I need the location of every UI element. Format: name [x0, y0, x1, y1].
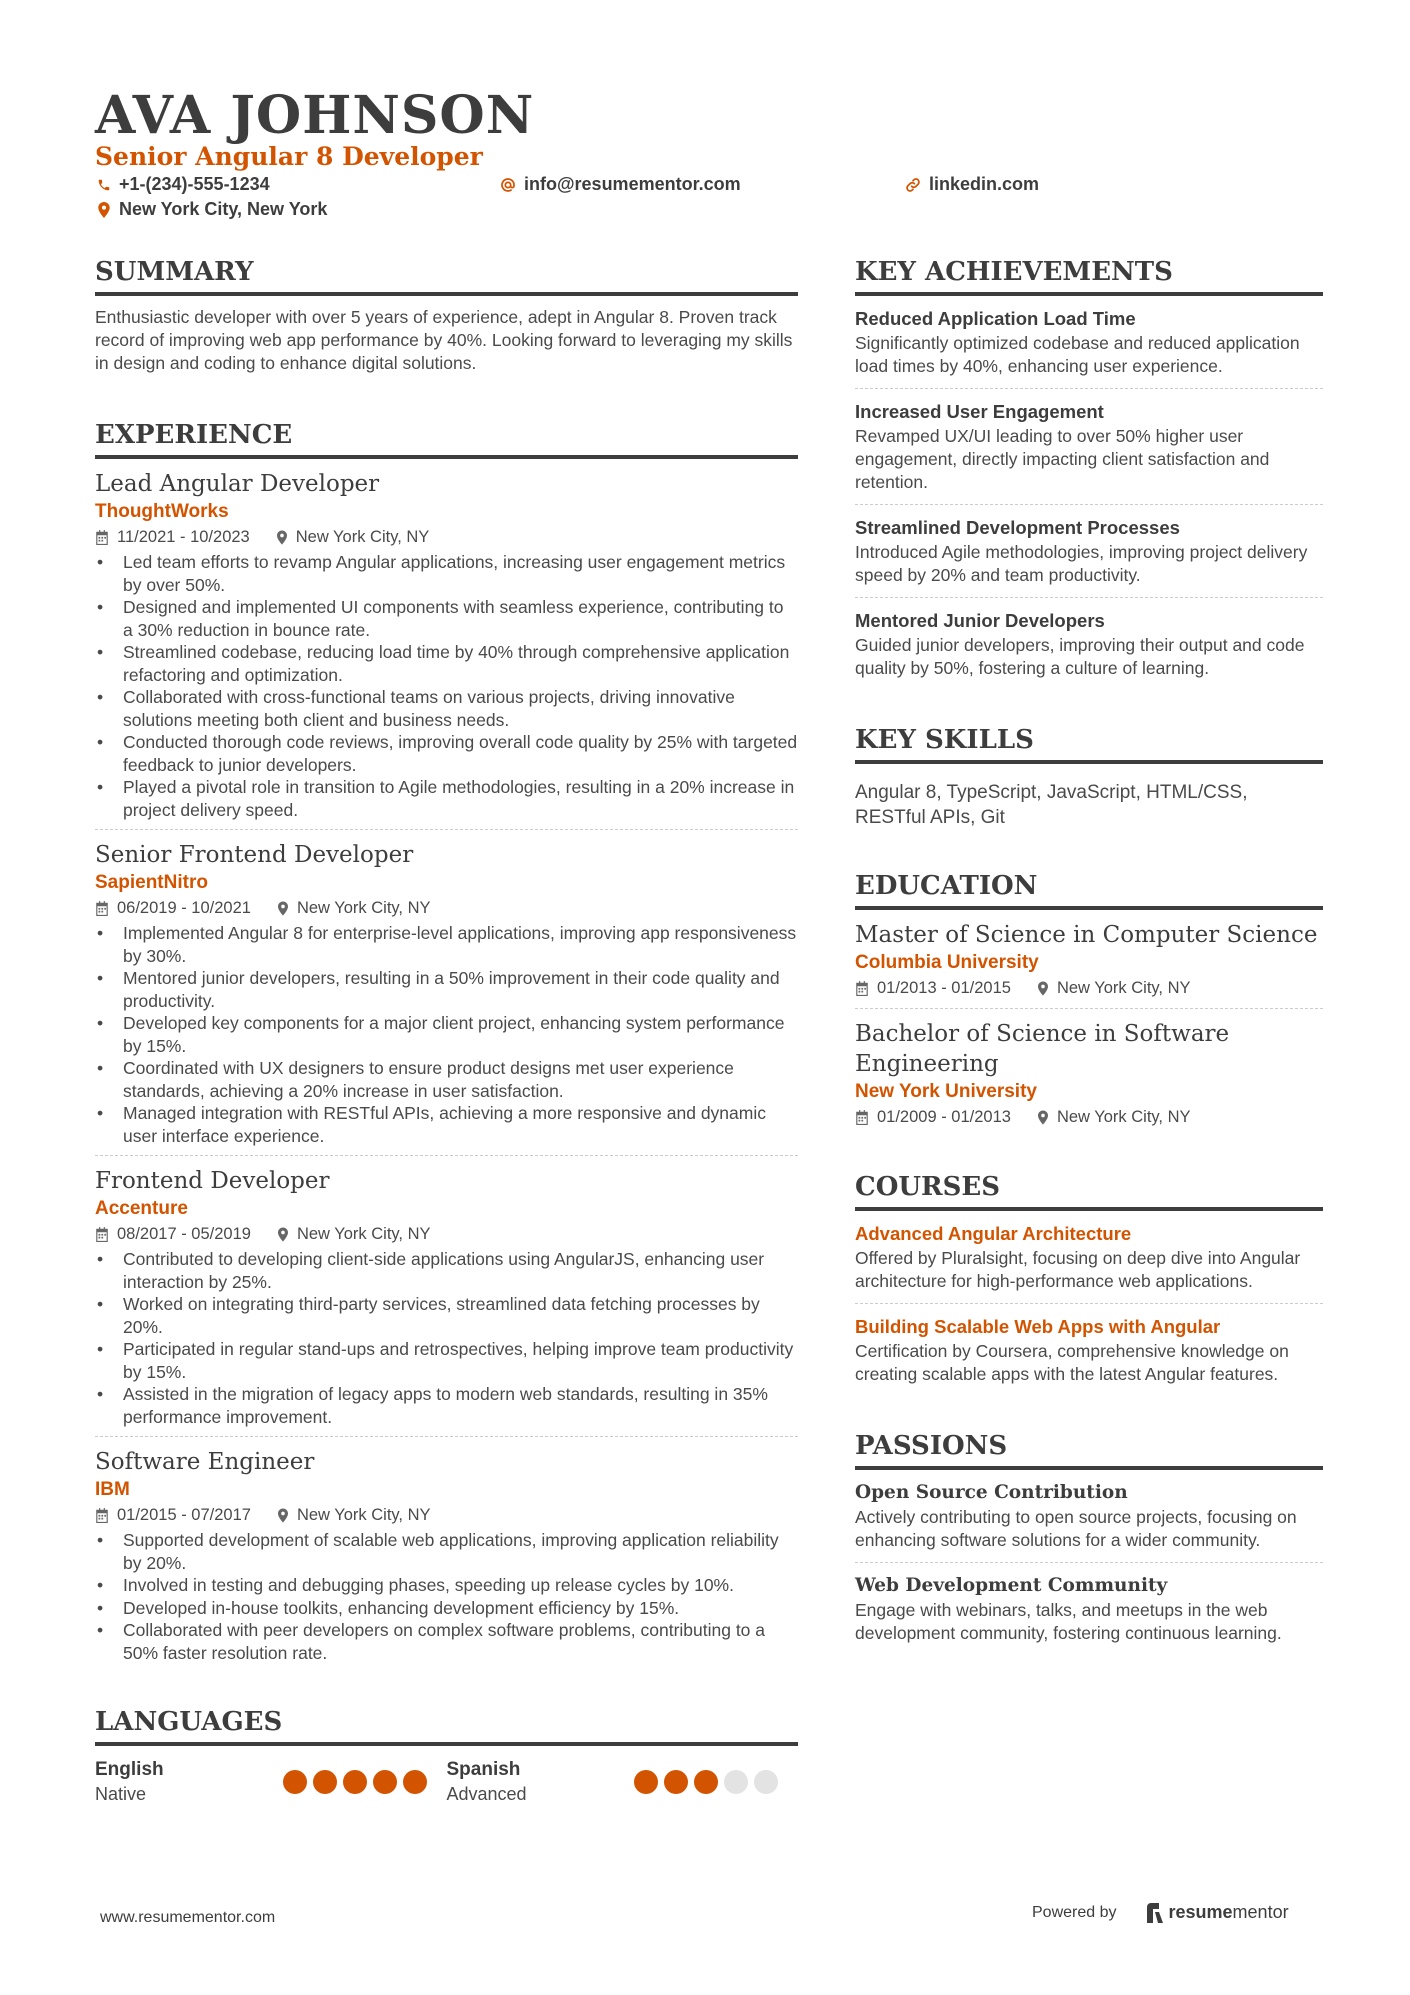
bullet: • Conducted thorough code reviews, improving overall code quality by 25% with targeted feedback to junior developers.: [95, 731, 798, 776]
passions-heading: PASSIONS: [855, 1430, 1323, 1470]
bullet: • Streamlined codebase, reducing load time by 40% through comprehensive application refactoring and optimization.: [95, 641, 798, 686]
job-meta: [95, 1503, 798, 1527]
job-title: Senior Frontend Developer: [95, 842, 414, 868]
rating-dot-filled: [403, 1770, 427, 1794]
link-icon: [905, 177, 921, 193]
phone-icon: [97, 178, 111, 192]
company-name: SapientNitro: [95, 872, 208, 893]
passion-title: Open Source Contribution: [855, 1482, 1128, 1503]
language-name: English: [95, 1759, 164, 1780]
achievements-heading: KEY ACHIEVEMENTS: [855, 256, 1323, 296]
job-location: [277, 1503, 431, 1527]
phone-text: +1-(234)-555-1234: [119, 174, 270, 194]
map-pin-icon: [277, 1508, 289, 1523]
achievement-title: Mentored Junior Developers: [855, 610, 1105, 631]
experience-section: [95, 419, 798, 1672]
job-meta: [95, 525, 798, 549]
linkedin-text: linkedin.com: [929, 174, 1040, 194]
education-dates: 01/2009 - 01/2013: [877, 1108, 1011, 1126]
job-dates: 01/2015 - 07/2017: [117, 1506, 251, 1524]
school-name: Columbia University: [855, 952, 1039, 973]
job-location-text: New York City, NY: [296, 1225, 431, 1243]
location-text: New York City, New York: [119, 199, 328, 219]
job-bullets: [95, 922, 798, 1147]
education-location: [1037, 1105, 1191, 1129]
job-title: Lead Angular Developer: [95, 471, 380, 497]
course-item: [855, 1221, 1323, 1304]
education-item: [855, 1019, 1323, 1137]
bullet: • Contributed to developing client-side applications using AngularJS, enhancing user interaction by 25%.: [95, 1248, 798, 1293]
job-location-text: New York City, NY: [296, 899, 431, 917]
job-location-text: New York City, NY: [295, 528, 430, 546]
contact-location: [97, 199, 327, 220]
job-bullets: [95, 1248, 798, 1428]
education-item: [855, 920, 1323, 1009]
bullet: • Involved in testing and debugging phases, speeding up release cycles by 10%.: [95, 1574, 798, 1597]
bullet: • Led team efforts to revamp Angular applications, increasing user engagement metrics by over 50%.: [95, 551, 798, 596]
course-title: Advanced Angular Architecture: [855, 1223, 1132, 1244]
passion-item: [855, 1480, 1323, 1563]
bullet: • Coordinated with UX designers to ensure product designs met user experience standards, achieving a 20% increase in user satisfaction.: [95, 1057, 798, 1102]
summary-heading: SUMMARY: [95, 256, 798, 296]
job-title: Software Engineer: [95, 1449, 315, 1475]
degree: Master of Science in Computer Science: [855, 922, 1318, 948]
map-pin-icon: [277, 901, 289, 916]
education-section: [855, 870, 1323, 1137]
job-title: Frontend Developer: [95, 1168, 330, 1194]
bullet: • Managed integration with RESTful APIs, achieving a more responsive and dynamic user interface experience.: [95, 1102, 798, 1147]
job-dates: 11/2021 - 10/2023: [117, 528, 250, 546]
courses-section: [855, 1171, 1323, 1396]
rating-dot-empty: [724, 1770, 748, 1794]
job-entry: [95, 469, 798, 830]
calendar-icon: [95, 1227, 109, 1242]
achievement-title: Increased User Engagement: [855, 401, 1104, 422]
achievement-title: Streamlined Development Processes: [855, 517, 1180, 538]
course-title: Building Scalable Web Apps with Angular: [855, 1316, 1221, 1337]
bullet: • Collaborated with cross-functional teams on various projects, driving innovative solutions meeting both client and business needs.: [95, 686, 798, 731]
degree: Bachelor of Science in Software Engineering: [855, 1021, 1230, 1077]
achievement-text: Significantly optimized codebase and reduced application load times by 40%, enhancing user experience.: [855, 333, 1300, 376]
achievement-item: [855, 515, 1323, 598]
map-pin-icon: [97, 202, 111, 218]
job-dates: 08/2017 - 05/2019: [117, 1225, 251, 1243]
language-level: Advanced: [446, 1784, 527, 1804]
brand-name-light: mentor: [1232, 1902, 1289, 1922]
job-entry: [95, 840, 798, 1156]
right-column: [855, 256, 1323, 1655]
rating-dot-empty: [754, 1770, 778, 1794]
candidate-name: AVA JOHNSON: [95, 85, 535, 146]
brand-logo[interactable]: [1147, 1902, 1289, 1923]
language-level: Native: [95, 1784, 147, 1804]
passion-title: Web Development Community: [855, 1575, 1168, 1596]
skills-heading: KEY SKILLS: [855, 724, 1323, 764]
contact-linkedin[interactable]: [905, 174, 1039, 195]
job-entry: [95, 1447, 798, 1672]
language-item: [95, 1758, 447, 1806]
map-pin-icon: [276, 530, 288, 545]
calendar-icon: [855, 1110, 869, 1125]
calendar-icon: [95, 1508, 109, 1523]
rating-dot-filled: [343, 1770, 367, 1794]
experience-heading: EXPERIENCE: [95, 419, 798, 459]
skills-section: [855, 724, 1323, 830]
bullet: • Participated in regular stand-ups and retrospectives, helping improve team productivity by 15%.: [95, 1338, 798, 1383]
passion-item: [855, 1573, 1323, 1655]
bullet: • Designed and implemented UI components with seamless experience, contributing to a 30% reduction in bounce rate.: [95, 596, 798, 641]
rating-dot-filled: [313, 1770, 337, 1794]
rating-dot-filled: [373, 1770, 397, 1794]
education-meta: [855, 1105, 1323, 1129]
achievement-item: [855, 399, 1323, 505]
summary-text: Enthusiastic developer with over 5 years of experience, adept in Angular 8. Proven track record of improving web app performance by 40%. Looking forward to leveraging my skills in design and coding to enhance digital solutions.: [95, 307, 793, 373]
rating-dot-filled: [634, 1770, 658, 1794]
education-heading: EDUCATION: [855, 870, 1323, 910]
job-location: [277, 896, 431, 920]
bullet: • Collaborated with peer developers on complex software problems, contributing to a 50% faster resolution rate.: [95, 1619, 798, 1664]
passion-text: Actively contributing to open source projects, focusing on enhancing software solutions for a wider community.: [855, 1507, 1297, 1550]
company-name: Accenture: [95, 1198, 188, 1219]
brand-name-bold: resume: [1168, 1902, 1233, 1922]
rating-dot-filled: [664, 1770, 688, 1794]
rating-dot-filled: [283, 1770, 307, 1794]
job-location: [277, 1222, 431, 1246]
bullet: • Mentored junior developers, resulting in a 50% improvement in their code quality and productivity.: [95, 967, 798, 1012]
job-bullets: [95, 551, 798, 821]
skills-text: Angular 8, TypeScript, JavaScript, HTML/CSS, RESTful APIs, Git: [855, 782, 1248, 828]
email-text: info@resumementor.com: [524, 174, 741, 194]
education-dates: 01/2013 - 01/2015: [877, 979, 1011, 997]
company-name: ThoughtWorks: [95, 501, 229, 522]
languages-list: [95, 1758, 798, 1806]
bullet: • Worked on integrating third-party services, streamlined data fetching processes by 20%.: [95, 1293, 798, 1338]
languages-section: [95, 1706, 798, 1806]
courses-heading: COURSES: [855, 1171, 1323, 1211]
calendar-icon: [95, 901, 109, 916]
bullet: • Supported development of scalable web applications, improving application reliability by 20%.: [95, 1529, 798, 1574]
at-icon: [500, 177, 516, 193]
achievement-title: Reduced Application Load Time: [855, 308, 1136, 329]
bullet: • Implemented Angular 8 for enterprise-level applications, improving app responsiveness by 30%.: [95, 922, 798, 967]
powered-by-text: Powered by: [1032, 1903, 1117, 1921]
passions-section: [855, 1430, 1323, 1655]
achievement-text: Introduced Agile methodologies, improving project delivery speed by 20% and team productivity.: [855, 542, 1308, 585]
calendar-icon: [95, 530, 109, 545]
job-entry: [95, 1166, 798, 1437]
contact-email[interactable]: [500, 174, 741, 195]
languages-heading: LANGUAGES: [95, 1706, 798, 1746]
rating-dot-filled: [694, 1770, 718, 1794]
course-item: [855, 1314, 1323, 1396]
achievement-item: [855, 306, 1323, 389]
course-text: Offered by Pluralsight, focusing on deep dive into Angular architecture for high-performance web applications.: [855, 1248, 1301, 1291]
job-location-text: New York City, NY: [296, 1506, 431, 1524]
candidate-title: Senior Angular 8 Developer: [95, 142, 483, 171]
language-rating: [283, 1770, 427, 1794]
calendar-icon: [855, 981, 869, 996]
contact-phone[interactable]: [97, 174, 270, 195]
language-name: Spanish: [446, 1759, 521, 1780]
resumementor-logo-icon: [1147, 1903, 1163, 1923]
map-pin-icon: [1037, 981, 1049, 996]
map-pin-icon: [277, 1227, 289, 1242]
map-pin-icon: [1037, 1110, 1049, 1125]
course-text: Certification by Coursera, comprehensive knowledge on creating scalable apps with the latest Angular features.: [855, 1341, 1289, 1384]
passion-text: Engage with webinars, talks, and meetups in the web development community, fostering continuous learning.: [855, 1600, 1282, 1643]
achievement-text: Guided junior developers, improving their output and code quality by 50%, fostering a culture of learning.: [855, 635, 1305, 678]
achievement-text: Revamped UX/UI leading to over 50% higher user engagement, directly impacting client satisfaction and retention.: [855, 426, 1270, 492]
footer-powered: [1032, 1902, 1289, 1923]
language-item: [447, 1758, 799, 1806]
bullet: • Played a pivotal role in transition to Agile methodologies, resulting in a 20% increase in project delivery speed.: [95, 776, 798, 821]
summary-section: [95, 256, 798, 375]
job-meta: [95, 896, 798, 920]
education-location: [1037, 976, 1191, 1000]
left-column: [95, 256, 798, 1806]
school-name: New York University: [855, 1081, 1037, 1102]
education-location-text: New York City, NY: [1056, 979, 1191, 997]
job-location: [276, 525, 430, 549]
education-location-text: New York City, NY: [1056, 1108, 1191, 1126]
language-rating: [634, 1770, 778, 1794]
footer-website[interactable]: www.resumementor.com: [100, 1909, 276, 1926]
education-meta: [855, 976, 1323, 1000]
bullet: • Developed in-house toolkits, enhancing development efficiency by 15%.: [95, 1597, 798, 1620]
achievement-item: [855, 608, 1323, 690]
job-meta: [95, 1222, 798, 1246]
achievements-section: [855, 256, 1323, 690]
bullet: • Developed key components for a major client project, enhancing system performance by 15%.: [95, 1012, 798, 1057]
job-bullets: [95, 1529, 798, 1664]
job-dates: 06/2019 - 10/2021: [117, 899, 251, 917]
company-name: IBM: [95, 1479, 130, 1500]
bullet: • Assisted in the migration of legacy apps to modern web standards, resulting in 35% performance improvement.: [95, 1383, 798, 1428]
